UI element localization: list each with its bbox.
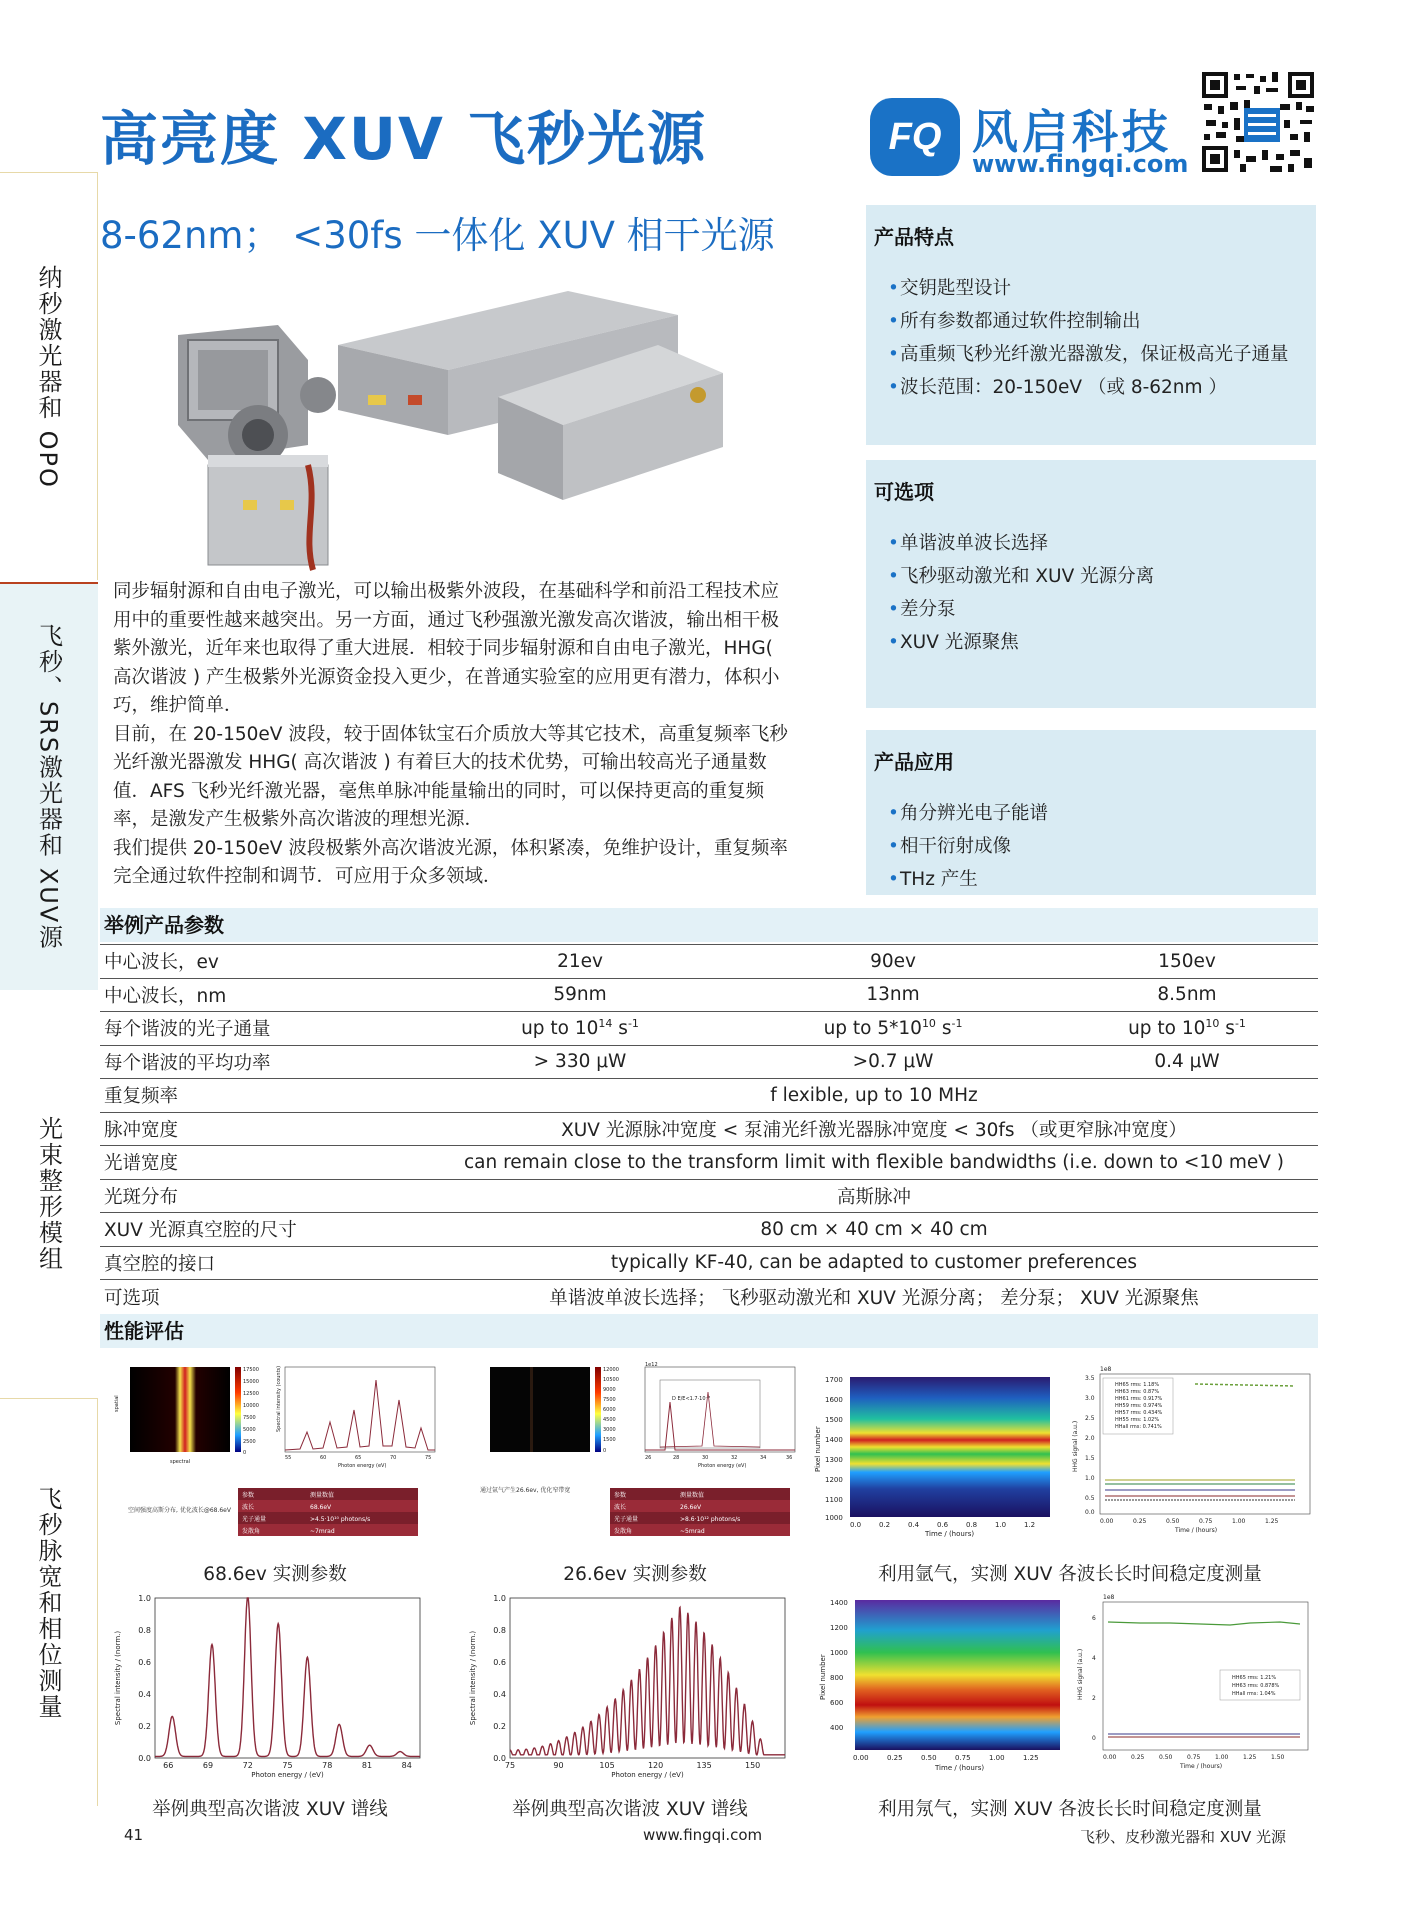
figure-caption: 26.6ev 实测参数 xyxy=(563,1564,707,1585)
side-tab-beam-shaping[interactable] xyxy=(0,994,98,1394)
y-tick-label: 0.4 xyxy=(138,1690,151,1699)
figure-caption: 68.6ev 实测参数 xyxy=(203,1564,347,1585)
svg-text:0.00: 0.00 xyxy=(1100,1518,1114,1525)
features-box xyxy=(866,205,1316,445)
list-item: • 单谐波单波长选择 xyxy=(874,527,1308,560)
svg-text:0.4: 0.4 xyxy=(908,1521,920,1529)
svg-text:0.2: 0.2 xyxy=(879,1521,891,1529)
svg-text:1700: 1700 xyxy=(825,1376,843,1384)
svg-text:HHall rms: 1.04%: HHall rms: 1.04% xyxy=(1232,1691,1276,1697)
side-tab-label: 飞秒、SRS激光器和 XUV源 xyxy=(34,623,63,951)
list-item: • 差分泵 xyxy=(874,593,1308,626)
svg-text:9000: 9000 xyxy=(603,1387,616,1393)
svg-text:12500: 12500 xyxy=(243,1391,259,1397)
x-tick-label: 72 xyxy=(242,1761,253,1770)
y-axis-label: Spectral intensity / (norm.) xyxy=(114,1630,122,1726)
table-cell: XUV 光源脉冲宽度 < 泵浦光纤激光器脉冲宽度 < 30fs （或更窄脉冲宽度） xyxy=(430,1112,1318,1146)
page-title: 高亮度 XUV 飞秒光源 xyxy=(100,105,708,173)
table-cell: can remain close to the transform limit with ﬂexible bandwidths (i.e. down to <10 meV ) xyxy=(430,1146,1318,1180)
table-cell: up to $10^{14}$ $s^{-1}$ xyxy=(430,1012,730,1046)
y-tick-label: 0.0 xyxy=(493,1754,506,1763)
svg-text:800: 800 xyxy=(830,1674,844,1682)
svg-text:6: 6 xyxy=(1092,1615,1096,1622)
svg-text:1.25: 1.25 xyxy=(1023,1754,1039,1762)
svg-text:4500: 4500 xyxy=(603,1417,616,1423)
table-cell: 光谱宽度 xyxy=(100,1146,430,1180)
svg-text:1.0: 1.0 xyxy=(995,1521,1007,1529)
svg-text:~7mrad: ~7mrad xyxy=(310,1528,335,1535)
table-row xyxy=(100,1179,1318,1213)
svg-text:发散角: 发散角 xyxy=(242,1528,261,1535)
svg-text:17500: 17500 xyxy=(243,1367,259,1373)
svg-text:60: 60 xyxy=(320,1455,327,1461)
features-title: 产品特点 xyxy=(874,225,954,249)
table-cell: typically KF-40, can be adapted to customer preferences xyxy=(430,1246,1318,1280)
svg-text:1.2: 1.2 xyxy=(1024,1521,1036,1529)
page-number: 41 xyxy=(124,1826,144,1844)
svg-text:1600: 1600 xyxy=(825,1396,843,1404)
svg-text:32: 32 xyxy=(731,1455,738,1461)
svg-text:HH55 rms: 1.02%: HH55 rms: 1.02% xyxy=(1115,1417,1160,1423)
svg-text:Photon energy (eV): Photon energy (eV) xyxy=(338,1463,387,1469)
side-tab-label: 纳秒激光器和 OPO xyxy=(34,264,62,489)
svg-text:0.25: 0.25 xyxy=(887,1754,903,1762)
svg-text:5000: 5000 xyxy=(243,1427,256,1433)
x-tick-label: 84 xyxy=(401,1761,412,1770)
params-table xyxy=(100,944,1318,1313)
svg-text:HH65 rms: 1.18%: HH65 rms: 1.18% xyxy=(1115,1382,1160,1388)
y-tick-label: 0.0 xyxy=(138,1754,151,1763)
svg-text:D E/E<1.7·10⁻³: D E/E<1.7·10⁻³ xyxy=(672,1396,711,1402)
table-row xyxy=(100,1112,1318,1146)
svg-text:65: 65 xyxy=(355,1455,362,1461)
svg-text:1100: 1100 xyxy=(825,1496,843,1504)
svg-text:1300: 1300 xyxy=(825,1456,843,1464)
svg-text:1.00: 1.00 xyxy=(989,1754,1005,1762)
qr-code-icon xyxy=(1200,70,1316,174)
svg-text:10500: 10500 xyxy=(603,1377,619,1383)
table-cell: > 330 μW xyxy=(430,1045,730,1079)
svg-text:10000: 10000 xyxy=(243,1403,259,1409)
svg-text:75: 75 xyxy=(425,1455,432,1461)
svg-text:1400: 1400 xyxy=(830,1599,848,1607)
svg-text:Spectral intensity (counts): Spectral intensity (counts) xyxy=(276,1365,282,1432)
x-tick-label: 150 xyxy=(745,1761,761,1770)
table-cell: 脉冲宽度 xyxy=(100,1112,430,1146)
y-tick-label: 0.8 xyxy=(138,1626,151,1635)
svg-text:测量数值: 测量数值 xyxy=(680,1492,705,1499)
x-tick-label: 69 xyxy=(202,1761,214,1770)
svg-text:400: 400 xyxy=(830,1724,844,1732)
svg-text:1500: 1500 xyxy=(603,1437,616,1443)
table-cell: >0.7 μW xyxy=(730,1045,1056,1079)
svg-text:spatial: spatial xyxy=(114,1395,120,1412)
svg-text:通过氩气产生26.6ev, 优化窄带宽: 通过氩气产生26.6ev, 优化窄带宽 xyxy=(480,1487,571,1494)
y-tick-label: 0.8 xyxy=(493,1626,506,1635)
options-box xyxy=(866,460,1316,708)
side-tab-ns-lasers[interactable] xyxy=(0,172,98,580)
svg-text:1.00: 1.00 xyxy=(1232,1518,1246,1525)
svg-text:参数: 参数 xyxy=(614,1492,627,1499)
x-tick-label: 75 xyxy=(282,1761,293,1770)
svg-text:0.50: 0.50 xyxy=(1159,1754,1173,1761)
hhg-spectrum-chart-2 xyxy=(465,1588,795,1788)
list-item: • 飞秒驱动激光和 XUV 光源分离 xyxy=(874,560,1308,593)
svg-text:4: 4 xyxy=(1092,1655,1096,1662)
svg-text:波长: 波长 xyxy=(614,1504,627,1511)
svg-text:Pixel number: Pixel number xyxy=(819,1654,827,1700)
svg-text:1200: 1200 xyxy=(825,1476,843,1484)
svg-text:15000: 15000 xyxy=(243,1379,259,1385)
svg-text:1.25: 1.25 xyxy=(1265,1518,1279,1525)
svg-text:1.25: 1.25 xyxy=(1243,1754,1257,1761)
y-tick-label: 1.0 xyxy=(493,1594,506,1603)
side-tab-fs-xuv[interactable] xyxy=(0,582,98,990)
figure-argon-stability xyxy=(815,1362,1315,1542)
x-tick-label: 135 xyxy=(696,1761,712,1770)
figure-caption: 利用氖气，实测 XUV 各波长长时间稳定度测量 xyxy=(878,1799,1262,1820)
svg-text:2500: 2500 xyxy=(243,1439,256,1445)
table-cell: 150ev xyxy=(1056,945,1318,979)
svg-text:Photon energy (eV): Photon energy (eV) xyxy=(698,1463,747,1469)
x-tick-label: 120 xyxy=(647,1761,664,1770)
svg-text:0.00: 0.00 xyxy=(1103,1754,1117,1761)
svg-text:68.6eV: 68.6eV xyxy=(310,1504,332,1511)
svg-text:70: 70 xyxy=(390,1455,397,1461)
svg-text:0.75: 0.75 xyxy=(955,1754,971,1762)
svg-text:55: 55 xyxy=(285,1455,292,1461)
table-cell: 单谐波单波长选择； 飞秒驱动激光和 XUV 光源分离； 差分泵； XUV 光源聚焦 xyxy=(549,1287,1199,1309)
svg-text:HHG signal (a.u.): HHG signal (a.u.) xyxy=(1072,1420,1079,1472)
svg-text:30: 30 xyxy=(702,1455,709,1461)
connector-icon xyxy=(690,387,706,403)
svg-text:0.50: 0.50 xyxy=(1166,1518,1180,1525)
svg-text:1.00: 1.00 xyxy=(1215,1754,1229,1761)
table-cell: f lexible, up to 10 MHz xyxy=(430,1079,1318,1113)
plot-area xyxy=(510,1598,785,1758)
hhg-spectrum-chart-1 xyxy=(110,1588,430,1788)
svg-text:3.0: 3.0 xyxy=(1085,1395,1095,1402)
table-cell: XUV 光源真空腔的尺寸 xyxy=(100,1213,430,1247)
svg-text:3.5: 3.5 xyxy=(1085,1375,1095,1382)
svg-text:0.50: 0.50 xyxy=(921,1754,937,1762)
svg-text:7500: 7500 xyxy=(603,1397,616,1403)
y-axis-label: Spectral intensity / (norm.) xyxy=(469,1630,477,1726)
list-item: • 高重频飞秒光纤激光器激发，保证极高光子通量 xyxy=(874,338,1308,371)
svg-text:2.5: 2.5 xyxy=(1085,1415,1095,1422)
svg-text:1.0: 1.0 xyxy=(1085,1475,1095,1482)
svg-text:26: 26 xyxy=(645,1455,652,1461)
svg-text:34: 34 xyxy=(760,1455,767,1461)
svg-text:1.50: 1.50 xyxy=(1271,1754,1285,1761)
table-cell: 中心波长，ev xyxy=(100,945,430,979)
table-cell: 真空腔的接口 xyxy=(100,1246,430,1280)
x-tick-label: 90 xyxy=(553,1761,564,1770)
pixel-heatmap xyxy=(855,1600,1060,1750)
svg-text:0.25: 0.25 xyxy=(1133,1518,1147,1525)
figure-26-6ev xyxy=(470,1362,800,1552)
svg-text:HHG signal (a.u.): HHG signal (a.u.) xyxy=(1077,1648,1084,1700)
svg-text:Pixel number: Pixel number xyxy=(814,1426,822,1472)
list-item: • THz 产生 xyxy=(874,863,1308,896)
table-cell: 0.4 μW xyxy=(1056,1045,1318,1079)
table-row xyxy=(100,1012,1318,1046)
y-tick-label: 1.0 xyxy=(138,1594,151,1603)
x-axis-label: Photon energy / (eV) xyxy=(611,1771,684,1779)
list-item: • XUV 光源聚焦 xyxy=(874,626,1308,659)
svg-text:spectral: spectral xyxy=(170,1459,191,1465)
svg-text:Time / (hours): Time / (hours) xyxy=(925,1530,975,1538)
table-cell: 13nm xyxy=(730,978,1056,1012)
product-photo xyxy=(168,285,768,575)
svg-text:26.6eV: 26.6eV xyxy=(680,1504,702,1511)
list-item: • 相干衍射成像 xyxy=(874,830,1308,863)
pixel-heatmap xyxy=(850,1377,1050,1517)
svg-text:1e12: 1e12 xyxy=(645,1362,658,1368)
svg-text:Time / (hours): Time / (hours) xyxy=(1175,1527,1218,1534)
table-row xyxy=(100,1079,1318,1113)
params-section-title: 举例产品参数 xyxy=(100,908,1318,942)
applications-box xyxy=(866,730,1316,895)
x-tick-label: 66 xyxy=(163,1761,174,1770)
table-cell: 可选项 xyxy=(104,1287,160,1309)
table-cell: 每个谐波的平均功率 xyxy=(100,1045,430,1079)
svg-text:光子通量: 光子通量 xyxy=(614,1516,639,1523)
y-tick-label: 0.6 xyxy=(138,1658,151,1667)
table-row xyxy=(100,1146,1318,1180)
x-tick-label: 78 xyxy=(322,1761,333,1770)
table-row xyxy=(100,945,1318,979)
svg-text:HHall rms: 0.741%: HHall rms: 0.741% xyxy=(1115,1424,1162,1430)
svg-text:36: 36 xyxy=(786,1455,793,1461)
table-row xyxy=(100,1045,1318,1079)
table-cell: 中心波长，nm xyxy=(100,978,430,1012)
figure-68-6ev xyxy=(110,1362,440,1552)
side-tab-pulse-measurement[interactable] xyxy=(0,1398,98,1806)
table-row xyxy=(100,978,1318,1012)
side-tab-label: 飞秒脉宽和相位测量 xyxy=(34,1485,62,1720)
svg-text:测量数值: 测量数值 xyxy=(310,1492,335,1499)
table-cell: 每个谐波的光子通量 xyxy=(100,1012,430,1046)
x-tick-label: 75 xyxy=(504,1761,516,1770)
table-cell: 80 cm × 40 cm × 40 cm xyxy=(430,1213,1318,1247)
y-tick-label: 0.2 xyxy=(493,1722,506,1731)
svg-text:0.75: 0.75 xyxy=(1199,1518,1213,1525)
svg-text:>4.5·10¹⁰ photons/s: >4.5·10¹⁰ photons/s xyxy=(310,1516,371,1523)
table-cell: 8.5nm xyxy=(1056,978,1318,1012)
x-tick-label: 105 xyxy=(599,1761,615,1770)
x-axis-label: Photon energy / (eV) xyxy=(251,1771,324,1779)
svg-text:6000: 6000 xyxy=(603,1407,616,1413)
table-cell: up to $10^{10}$ $s^{-1}$ xyxy=(1056,1012,1318,1046)
spatial-spectral-map xyxy=(490,1367,590,1452)
svg-text:1e8: 1e8 xyxy=(1100,1366,1112,1373)
y-tick-label: 0.4 xyxy=(493,1690,506,1699)
table-row xyxy=(100,1213,1318,1247)
svg-text:28: 28 xyxy=(673,1455,680,1461)
table-cell: 21ev xyxy=(430,945,730,979)
colorbar xyxy=(595,1367,601,1452)
list-item: • 交钥匙型设计 xyxy=(874,272,1308,305)
svg-text:0.25: 0.25 xyxy=(1131,1754,1145,1761)
colorbar xyxy=(235,1367,241,1452)
svg-text:HH63 rms: 0.87%: HH63 rms: 0.87% xyxy=(1115,1389,1160,1395)
y-tick-label: 0.6 xyxy=(493,1658,506,1667)
table-cell: up to $5*10^{10}$ $s^{-1}$ xyxy=(730,1012,1056,1046)
svg-text:1400: 1400 xyxy=(825,1436,843,1444)
y-tick-label: 0.2 xyxy=(138,1722,151,1731)
footer-section-name: 飞秒、皮秒激光器和 XUV 光源 xyxy=(1080,1828,1287,1846)
svg-text:HH65 rms: 1.21%: HH65 rms: 1.21% xyxy=(1232,1675,1277,1681)
svg-text:1.5: 1.5 xyxy=(1085,1455,1095,1462)
brand-logo xyxy=(870,98,960,176)
svg-text:0.0: 0.0 xyxy=(850,1521,862,1529)
fig2-param-table xyxy=(610,1488,790,1536)
svg-text:0: 0 xyxy=(1092,1735,1096,1742)
svg-text:Time / (hours): Time / (hours) xyxy=(935,1764,985,1772)
logo-text: FQ xyxy=(888,115,942,158)
svg-text:0.5: 0.5 xyxy=(1085,1495,1095,1502)
svg-text:波长: 波长 xyxy=(242,1504,255,1511)
table-cell: 重复频率 xyxy=(100,1079,430,1113)
svg-text:0.0: 0.0 xyxy=(1085,1509,1095,1516)
svg-text:600: 600 xyxy=(830,1699,844,1707)
list-item: • 所有参数都通过软件控制输出 xyxy=(874,305,1308,338)
applications-title: 产品应用 xyxy=(874,750,954,774)
svg-text:0.75: 0.75 xyxy=(1187,1754,1201,1761)
svg-text:1000: 1000 xyxy=(825,1514,843,1522)
table-cell: 90ev xyxy=(730,945,1056,979)
svg-text:2.0: 2.0 xyxy=(1085,1435,1095,1442)
svg-text:HH59 rms: 0.974%: HH59 rms: 0.974% xyxy=(1115,1403,1163,1409)
plot-area xyxy=(155,1598,420,1758)
table-cell: 59nm xyxy=(430,978,730,1012)
svg-text:空间强度高斯分布, 优化波长@68.6eV: 空间强度高斯分布, 优化波长@68.6eV xyxy=(128,1507,231,1514)
svg-text:1e8: 1e8 xyxy=(1103,1594,1115,1601)
intro-paragraph: 目前，在 20-150eV 波段，较于固体钛宝石介质放大等其它技术，高重复频率飞秒光纤激光器激发 HHG( 高次谐波 ) 有着巨大的技术优势，可输出较高光子通量数值．AFS 飞秒光纤激光器，毫焦单脉冲能量输出的同时，可以保持更高的重复频率，是激发产生极紫外高次谐波的理想光源． xyxy=(113,723,788,830)
fig1-param-table xyxy=(238,1488,418,1536)
svg-text:2: 2 xyxy=(1092,1695,1096,1702)
side-tab-label: 光束整形模组 xyxy=(34,1116,63,1272)
intro-paragraph: 我们提供 20-150eV 波段极紫外高次谐波光源，体积紧凑，免维护设计，重复频率完全通过软件控制和调节．可应用于众多领域． xyxy=(113,837,788,887)
svg-text:0: 0 xyxy=(243,1450,247,1456)
figure-caption: 举例典型高次谐波 XUV 谱线 xyxy=(152,1799,388,1820)
perf-section-title: 性能评估 xyxy=(100,1314,1318,1348)
svg-text:HH57 rms: 0.434%: HH57 rms: 0.434% xyxy=(1115,1410,1163,1416)
svg-text:HH63 rms: 0.878%: HH63 rms: 0.878% xyxy=(1232,1683,1280,1689)
x-tick-label: 81 xyxy=(361,1761,373,1770)
svg-text:>8.6·10¹² photons/s: >8.6·10¹² photons/s xyxy=(680,1516,741,1523)
svg-text:HH61 rms: 0.917%: HH61 rms: 0.917% xyxy=(1115,1396,1163,1402)
table-row xyxy=(100,1246,1318,1280)
svg-text:0.6: 0.6 xyxy=(937,1521,949,1529)
svg-text:0.00: 0.00 xyxy=(853,1754,869,1762)
table-cell: 光斑分布 xyxy=(100,1179,430,1213)
svg-text:1000: 1000 xyxy=(830,1649,848,1657)
spatial-spectral-map xyxy=(130,1367,230,1452)
table-cell: 高斯脉冲 xyxy=(430,1179,1318,1213)
list-item: • 波长范围：20-150eV （或 8-62nm ） xyxy=(874,371,1308,404)
svg-text:0: 0 xyxy=(603,1448,607,1454)
svg-text:发散角: 发散角 xyxy=(614,1528,633,1535)
intro-text xyxy=(113,578,793,892)
figure-neon-stability xyxy=(820,1590,1315,1780)
brand-url[interactable]: www.fingqi.com xyxy=(972,150,1189,178)
svg-text:~5mrad: ~5mrad xyxy=(680,1528,705,1535)
options-title: 可选项 xyxy=(874,480,934,504)
table-row xyxy=(100,1280,1318,1314)
figure-caption: 利用氩气，实测 XUV 各波长长时间稳定度测量 xyxy=(878,1564,1262,1585)
intro-paragraph: 同步辐射源和自由电子激光，可以输出极紫外波段，在基础科学和前沿工程技术应用中的重要性越来越突出。另一方面，通过飞秒强激光激发高次谐波，输出相干极紫外激光，近年来也取得了重大进展．相较于同步辐射源和自由电子激光，HHG( 高次谐波 ) 产生极紫外光源资金投入更少，在普通实验室的应用更有潜力，体积小巧，维护简单． xyxy=(113,581,780,716)
svg-text:1200: 1200 xyxy=(830,1624,848,1632)
list-item: • 角分辨光电子能谱 xyxy=(874,797,1308,830)
svg-text:Time / (hours): Time / (hours) xyxy=(1180,1763,1223,1770)
svg-text:1500: 1500 xyxy=(825,1416,843,1424)
svg-text:参数: 参数 xyxy=(242,1492,255,1499)
svg-text:光子通量: 光子通量 xyxy=(242,1516,267,1523)
svg-text:12000: 12000 xyxy=(603,1367,619,1373)
svg-text:0.8: 0.8 xyxy=(966,1521,978,1529)
svg-text:7500: 7500 xyxy=(243,1415,256,1421)
footer-url[interactable]: www.fingqi.com xyxy=(643,1826,763,1844)
page-subtitle: 8-62nm； <30fs 一体化 XUV 相干光源 xyxy=(100,214,775,257)
brand-name: 风启科技 xyxy=(972,105,1172,159)
figure-caption: 举例典型高次谐波 XUV 谱线 xyxy=(512,1799,748,1820)
svg-text:3000: 3000 xyxy=(603,1427,616,1433)
